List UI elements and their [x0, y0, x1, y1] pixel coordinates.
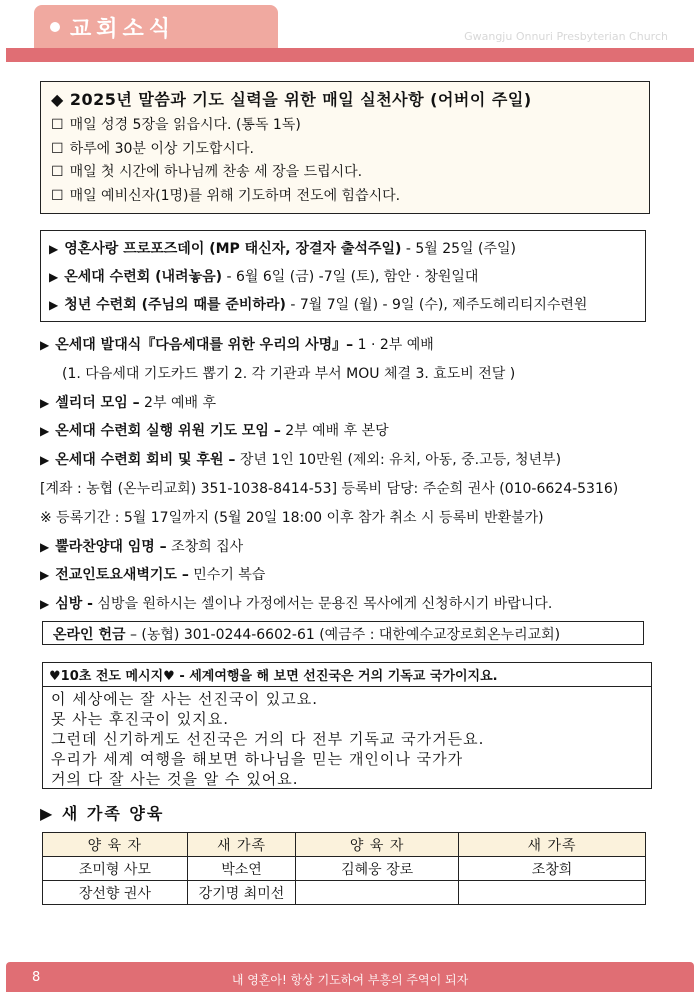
- event-item: ▶ 영혼사랑 프로포즈데이 (MP 태신자, 장결자 출석주일) - 5월 25일 (주일): [49, 241, 517, 257]
- daily-practice-title: ◆ 2025년 말씀과 기도 실력을 위한 매일 실천사항 (어버이 주일): [51, 90, 532, 109]
- triangle-bullet-icon: ▶: [40, 424, 50, 439]
- triangle-bullet-icon: ▶: [40, 395, 50, 410]
- notice-prayer-meeting: ▶ 온세대 수련회 실행 위원 기도 모임 – 2부 예배 후 본당: [40, 423, 389, 440]
- table-cell: [459, 881, 646, 905]
- adoption-table: [42, 832, 646, 905]
- triangle-bullet-icon: ▶: [40, 338, 50, 352]
- table-header-cell: 양 육 자: [43, 833, 188, 857]
- evangelism-title: ♥10초 전도 메시지♥ - 세계여행을 해 보면 선진국은 거의 기독교 국가이지요.: [43, 663, 651, 687]
- church-name: Gwangju Onnuri Presbyterian Church: [464, 30, 668, 43]
- table-cell: [296, 881, 459, 905]
- notice-retreat-fee: ▶ 온세대 수련회 회비 및 후원 – 장년 1인 10만원 (제외: 유치, 아동, 중.고등, 청년부): [40, 452, 562, 469]
- triangle-bullet-icon: ▶: [49, 270, 59, 284]
- notice-list: [40, 331, 660, 619]
- evangelism-line: 이 세상에는 잘 사는 선진국이 있고요.: [51, 690, 318, 708]
- evangelism-line: 거의 다 잘 사는 것을 알 수 있어요.: [51, 770, 299, 788]
- practice-item: ☐ 하루에 30분 이상 기도합시다.: [51, 140, 254, 157]
- table-header-cell: 양 육 자: [296, 833, 459, 857]
- notice-choir: ▶ 뿔라찬양대 임명 – 조창희 집사: [40, 538, 244, 555]
- evangelism-line: 우리가 세계 여행을 해보면 하나님을 믿는 개인이나 국가가: [51, 750, 464, 768]
- triangle-bullet-icon: ▶: [40, 453, 50, 468]
- table-header-row: [43, 833, 646, 857]
- checkbox-icon: ☐: [51, 187, 64, 204]
- bullet-dot-icon: [50, 22, 60, 32]
- notice-launch: ▶ 온세대 발대식『다음세대를 위한 우리의 사명』– 1 · 2부 예배: [40, 337, 434, 353]
- table-cell: 강기명 최미선: [187, 881, 296, 905]
- table-cell: 조미형 사모: [43, 857, 188, 881]
- evangelism-box: [42, 662, 652, 789]
- online-offering-detail: – (농협) 301-0244-6602-61 (예금주 : 대한예수교장로회온누리교회): [125, 627, 561, 643]
- events-box: [40, 230, 646, 322]
- evangelism-line: 그런데 신기하게도 선진국은 거의 다 전부 기독교 국가거든요.: [51, 730, 485, 748]
- table-cell: 조창희: [459, 857, 646, 881]
- triangle-bullet-icon: ▶: [40, 597, 50, 612]
- table-row: [43, 881, 646, 905]
- daily-practice-box: [40, 81, 650, 214]
- evangelism-line: 못 사는 후진국이 있지요.: [51, 710, 229, 728]
- triangle-bullet-icon: ▶: [40, 568, 50, 583]
- event-item: ▶ 온세대 수련회 (내려놓음) - 6월 6일 (금) -7일 (토), 함안 · 창원일대: [49, 269, 479, 285]
- online-offering-box: [42, 621, 644, 645]
- adoption-title: ▶ 새 가족 양육: [40, 804, 165, 823]
- triangle-bullet-icon: ▶: [49, 298, 59, 312]
- page-number: 8: [32, 970, 41, 985]
- table-cell: 박소연: [187, 857, 296, 881]
- notice-visitation: ▶ 심방 - 심방을 원하시는 셀이나 가정에서는 문용진 목사에게 신청하시기 바랍니다.: [40, 596, 553, 613]
- table-row: [43, 857, 646, 881]
- event-item: ▶ 청년 수련회 (주님의 때를 준비하라) - 7월 7일 (월) - 9일 (수), 제주도헤리티지수련원: [49, 297, 588, 313]
- triangle-bullet-icon: ▶: [49, 242, 59, 256]
- table-header-cell: 새 가족: [459, 833, 646, 857]
- table-header-cell: 새 가족: [187, 833, 296, 857]
- table-cell: 장선향 권사: [43, 881, 188, 905]
- practice-item: ☐ 매일 첫 시간에 하나님께 찬송 세 장을 드립시다.: [51, 164, 363, 180]
- evangelism-body: [43, 687, 651, 791]
- triangle-bullet-icon: ▶: [40, 539, 50, 554]
- header-accent-bar: [6, 48, 694, 62]
- checkbox-icon: ☐: [51, 140, 64, 157]
- notice-dawn-prayer: ▶ 전교인토요새벽기도 – 민수기 복습: [40, 567, 266, 584]
- practice-item: ☐ 매일 예비신자(1명)를 위해 기도하며 전도에 힘씁시다.: [51, 187, 401, 204]
- table-cell: 김혜웅 장로: [296, 857, 459, 881]
- checkbox-icon: ☐: [51, 164, 64, 180]
- practice-item: ☐ 매일 성경 5장을 읽읍시다. (통독 1독): [51, 117, 301, 133]
- checkbox-icon: ☐: [51, 117, 64, 133]
- footer-motto: 내 영혼아! 항상 기도하여 부흥의 주역이 되자: [231, 973, 469, 987]
- notice-account: [계좌 : 농협 (온누리교회) 351-1038-8414-53] 등록비 담당: 주순희 권사 (010-6624-5316): [40, 480, 619, 497]
- notice-launch-items: (1. 다음세대 기도카드 뽑기 2. 각 기관과 부서 MOU 체결 3. 효도비 전달 ): [62, 365, 516, 382]
- notice-cell-leader: ▶ 셀리더 모임 – 2부 예배 후: [40, 394, 216, 411]
- section-title: 교회소식: [50, 12, 175, 43]
- online-offering-label: 온라인 헌금: [53, 627, 126, 643]
- notice-deadline: ※ 등록기간 : 5월 17일까지 (5월 20일 18:00 이후 참가 취소 시 등록비 반환불가): [40, 509, 544, 526]
